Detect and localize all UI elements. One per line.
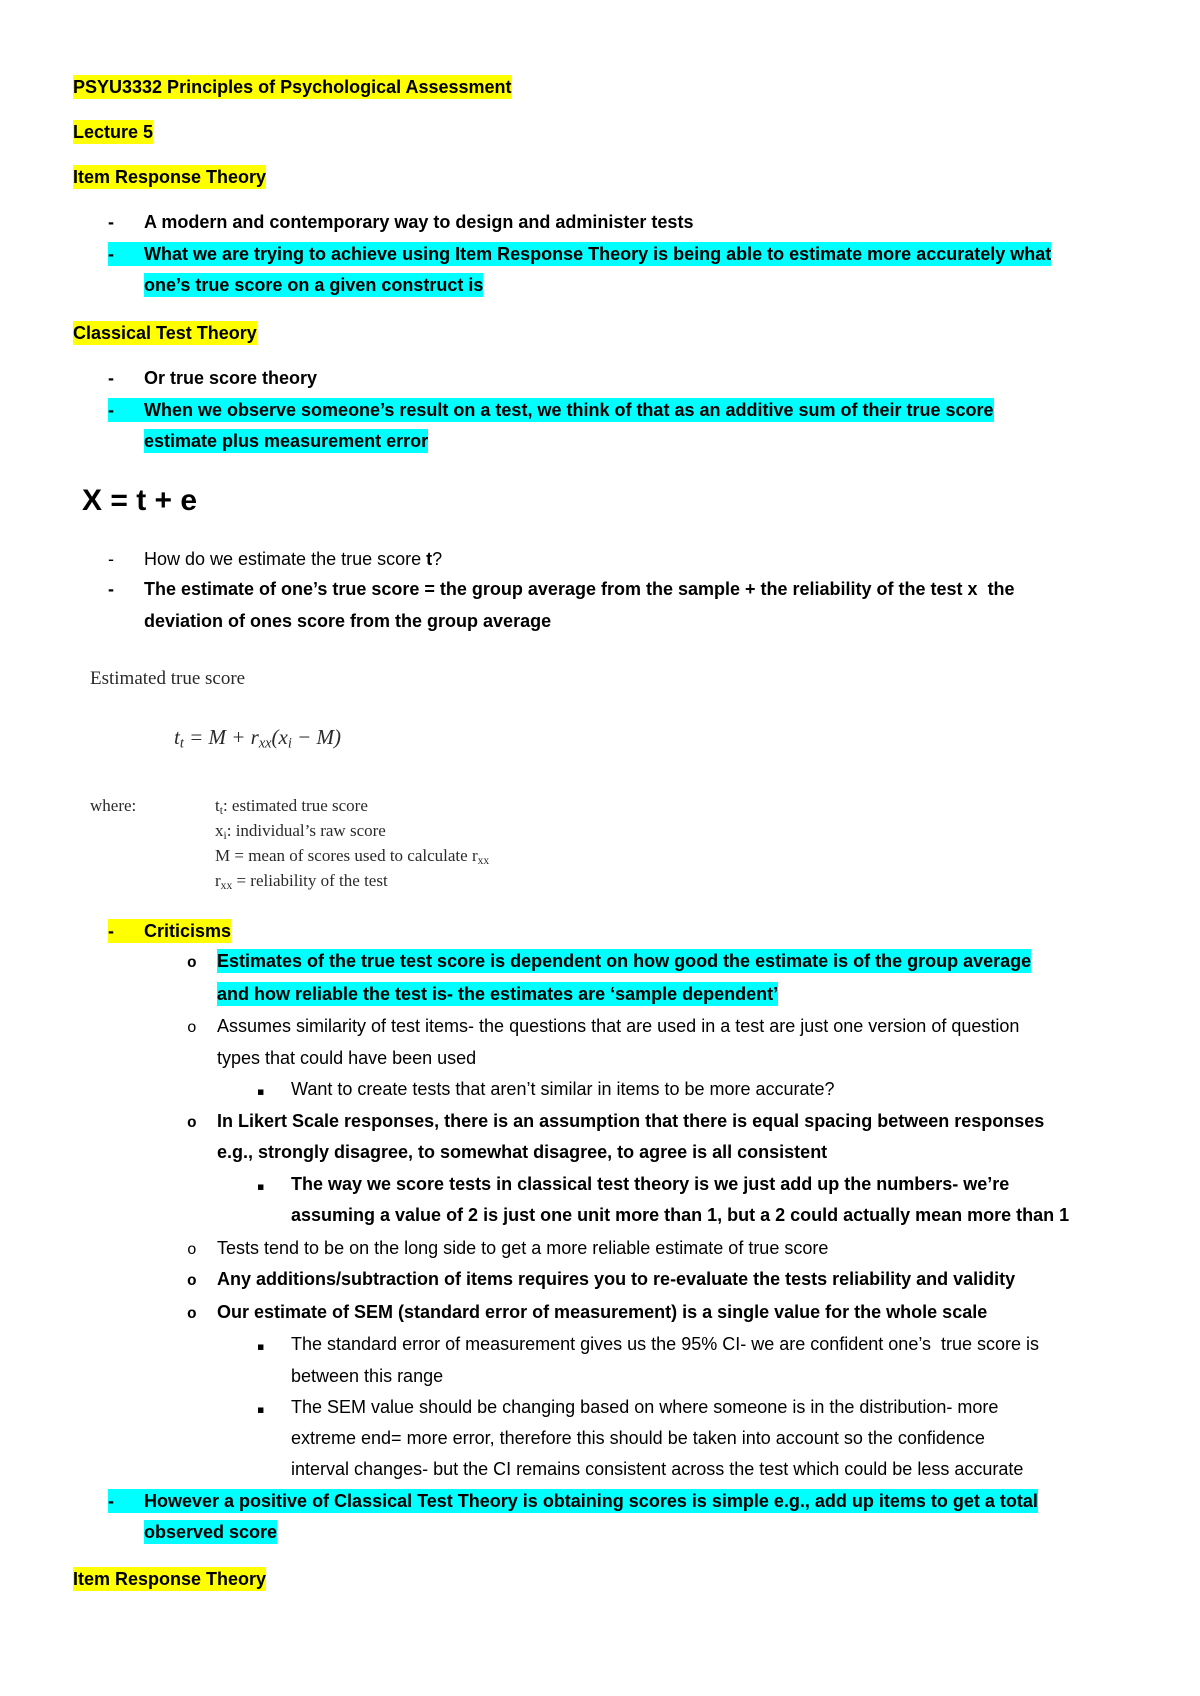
square-bullet-text: The standard error of measurement gives us the 95% CI- we are confident one’s true score is bbox=[291, 1334, 1040, 1354]
square-bullet-item bbox=[257, 1395, 998, 1419]
dash-bullet-marker: - bbox=[108, 400, 114, 420]
lecture-label bbox=[73, 120, 153, 144]
definition-symbol: t bbox=[215, 796, 220, 815]
formula-subscript: xx bbox=[258, 735, 272, 752]
sub-bullet-text: Assumes similarity of test items- the questions that are used in a test are just one version of question bbox=[217, 1016, 1020, 1036]
dash-bullet-marker: - bbox=[108, 368, 114, 388]
course-title-text: PSYU3332 Principles of Psychological Assessment bbox=[73, 77, 512, 97]
definition-text: = reliability of the test bbox=[232, 871, 388, 890]
formula-part: − M) bbox=[291, 725, 341, 749]
bullet-text: observed score bbox=[144, 1522, 278, 1542]
dash-bullet-marker: - bbox=[108, 549, 114, 569]
sub-bullet-item bbox=[187, 1236, 828, 1260]
sub-bullet-text: Estimates of the true test score is dependent on how good the estimate is of the group average bbox=[217, 951, 1032, 971]
cyan-highlight bbox=[108, 1489, 1038, 1513]
square-bullet-continuation bbox=[291, 1426, 985, 1450]
bullet-item bbox=[108, 210, 693, 234]
square-bullet-text: The SEM value should be changing based on where someone is in the distribution- more bbox=[291, 1397, 999, 1417]
where-label: where: bbox=[90, 796, 137, 815]
square-bullet-text: interval changes- but the CI remains consistent across the test which could be less accurate bbox=[291, 1459, 1024, 1479]
square-bullet-continuation bbox=[291, 1457, 1023, 1481]
sub-bullet-text: In Likert Scale responses, there is an assumption that there is equal spacing between responses bbox=[217, 1111, 1045, 1131]
square-bullet-text: The way we score tests in classical test theory is we just add up the numbers- we’re bbox=[291, 1174, 1010, 1194]
bullet-continuation bbox=[144, 273, 483, 297]
dash-bullet-marker: - bbox=[108, 1491, 114, 1511]
formula-symbol: t bbox=[174, 725, 180, 749]
bullet-item bbox=[108, 1489, 1038, 1513]
definition-item bbox=[215, 845, 489, 867]
sub-bullet-continuation bbox=[217, 1140, 827, 1164]
sub-bullet-text: Any additions/subtraction of items requires you to re-evaluate the tests reliability and validity bbox=[217, 1269, 1016, 1289]
cyan-highlight bbox=[108, 398, 994, 422]
definition-subscript: i bbox=[223, 828, 227, 842]
sub-bullet-text: e.g., strongly disagree, to somewhat disagree, to agree is all consistent bbox=[217, 1142, 828, 1162]
circle-bullet-marker: o bbox=[187, 1019, 197, 1037]
sub-bullet-item bbox=[187, 1014, 1019, 1038]
sub-bullet-continuation bbox=[217, 1046, 476, 1070]
sub-bullet-text: Our estimate of SEM (standard error of measurement) is a single value for the whole scale bbox=[217, 1302, 988, 1322]
section-heading-text: Item Response Theory bbox=[73, 1569, 267, 1589]
definition-item bbox=[215, 870, 388, 892]
definition-subscript: xx bbox=[477, 853, 490, 867]
sub-bullet-text: Tests tend to be on the long side to get a more reliable estimate of true score bbox=[217, 1238, 829, 1258]
lecture-label-text: Lecture 5 bbox=[73, 122, 154, 142]
bullet-continuation bbox=[144, 609, 551, 633]
section-heading-ctt bbox=[73, 321, 257, 345]
bullet-text: What we are trying to achieve using Item Response Theory is being able to estimate more accurately what bbox=[144, 244, 1052, 264]
section-heading-irt-2 bbox=[73, 1567, 266, 1591]
sub-bullet-item bbox=[187, 1109, 1044, 1133]
criticisms-label: Criticisms bbox=[144, 921, 232, 941]
estimated-true-score-formula bbox=[174, 724, 341, 750]
bullet-text: How do we estimate the true score bbox=[144, 549, 427, 569]
section-heading-irt bbox=[73, 165, 266, 189]
definition-symbol: r bbox=[215, 871, 221, 890]
bullet-text: However a positive of Classical Test Theory is obtaining scores is simple e.g., add up items to get a total bbox=[144, 1491, 1038, 1511]
definition-item bbox=[215, 820, 386, 842]
bullet-text: one’s true score on a given construct is bbox=[144, 275, 484, 295]
square-bullet-text: Want to create tests that aren’t similar in items to be more accurate? bbox=[291, 1079, 835, 1099]
formula-part: (x bbox=[271, 725, 288, 749]
bullet-text: When we observe someone’s result on a test, we think of that as an additive sum of their true score bbox=[144, 400, 994, 420]
definition-text: : individual’s raw score bbox=[226, 821, 386, 840]
formula-part: = M + r bbox=[183, 725, 259, 749]
bullet-item bbox=[108, 366, 317, 390]
sub-bullet-text: types that could have been used bbox=[217, 1048, 477, 1068]
sub-bullet-item bbox=[187, 1267, 1015, 1291]
circle-bullet-marker: o bbox=[187, 1241, 197, 1259]
circle-bullet-marker: o bbox=[187, 1305, 197, 1323]
cyan-highlight bbox=[108, 242, 1051, 266]
definition-item bbox=[215, 795, 368, 817]
definition-symbol: x bbox=[215, 821, 224, 840]
square-bullet-item bbox=[257, 1332, 1039, 1356]
definition-text: : estimated true score bbox=[222, 796, 368, 815]
dash-bullet-marker: - bbox=[108, 212, 114, 232]
square-bullet-marker: ▪ bbox=[257, 1085, 265, 1098]
square-bullet-text: assuming a value of 2 is just one unit more than 1, but a 2 could actually mean more than 1 bbox=[291, 1205, 1070, 1225]
dash-bullet-marker: - bbox=[108, 579, 114, 599]
section-heading-text: Classical Test Theory bbox=[73, 323, 257, 343]
square-bullet-marker: ▪ bbox=[257, 1180, 265, 1193]
bullet-item bbox=[108, 398, 994, 422]
square-bullet-marker: ▪ bbox=[257, 1403, 265, 1416]
circle-bullet-marker: o bbox=[187, 1272, 197, 1290]
square-bullet-continuation bbox=[291, 1364, 443, 1388]
bullet-continuation bbox=[144, 429, 428, 453]
dash-bullet-marker: - bbox=[108, 244, 114, 264]
ctt-equation: X = t + e bbox=[82, 484, 198, 517]
formula-caption: Estimated true score bbox=[90, 668, 246, 689]
bullet-text: The estimate of one’s true score = the group average from the sample + the reliability of the test x the bbox=[144, 579, 1015, 599]
bullet-text: deviation of ones score from the group average bbox=[144, 611, 552, 631]
definition-subscript: xx bbox=[220, 878, 233, 892]
square-bullet-text: between this range bbox=[291, 1366, 444, 1386]
dash-bullet-marker: - bbox=[108, 921, 114, 941]
square-bullet-item bbox=[257, 1077, 835, 1101]
sub-bullet-item bbox=[187, 1300, 987, 1324]
formula-subscript: t bbox=[179, 735, 184, 752]
bullet-text-end: ? bbox=[432, 549, 443, 569]
sub-bullet-continuation bbox=[217, 982, 778, 1006]
bullet-text: estimate plus measurement error bbox=[144, 431, 429, 451]
bullet-text: Or true score theory bbox=[144, 368, 318, 388]
bullet-item bbox=[108, 547, 442, 571]
square-bullet-text: extreme end= more error, therefore this should be taken into account so the confidence bbox=[291, 1428, 985, 1448]
criticisms-item bbox=[108, 919, 231, 943]
bullet-item bbox=[108, 577, 1015, 601]
course-title bbox=[73, 75, 512, 99]
yellow-highlight bbox=[108, 919, 231, 943]
formula-subscript: i bbox=[287, 735, 292, 752]
true-score-symbol: t bbox=[426, 549, 433, 569]
bullet-continuation bbox=[144, 1520, 277, 1544]
sub-bullet-item bbox=[187, 949, 1031, 973]
sub-bullet-text: and how reliable the test is- the estimates are ‘sample dependent’ bbox=[217, 984, 779, 1004]
circle-bullet-marker: o bbox=[187, 1114, 197, 1132]
definition-symbol: M = mean of scores used to calculate r bbox=[215, 846, 478, 865]
square-bullet-continuation bbox=[291, 1203, 1069, 1227]
bullet-item bbox=[108, 242, 1051, 266]
bullet-text: A modern and contemporary way to design and administer tests bbox=[144, 212, 694, 232]
definition-subscript: t bbox=[219, 803, 223, 817]
circle-bullet-marker: o bbox=[187, 954, 197, 972]
square-bullet-item bbox=[257, 1172, 1009, 1196]
square-bullet-marker: ▪ bbox=[257, 1340, 265, 1353]
section-heading-text: Item Response Theory bbox=[73, 167, 267, 187]
